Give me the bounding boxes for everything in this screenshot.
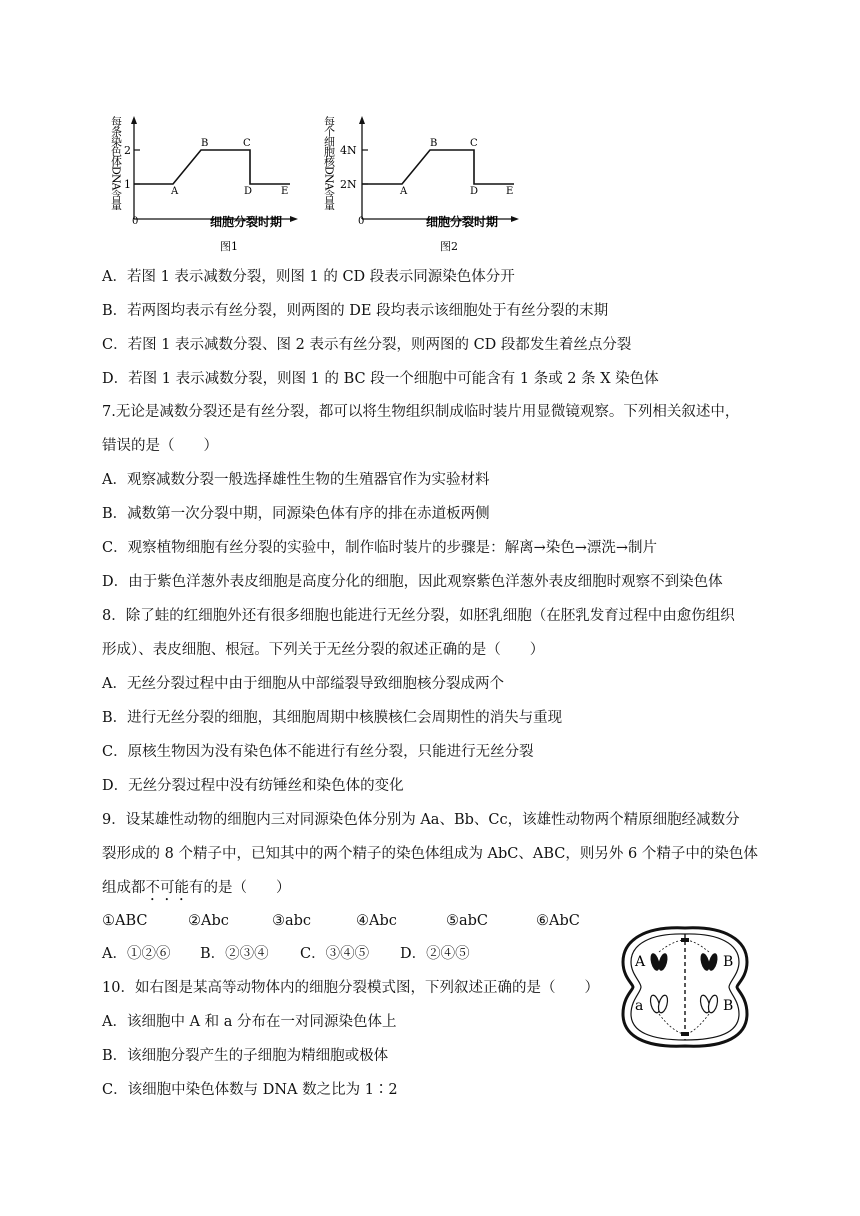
cell-division-figure [615,922,755,1052]
cell-label-b-lower: B [723,998,734,1014]
q7-stem-line-2: 错误的是（ ） [102,438,218,454]
q8-option-b: B．进行无丝分裂的细胞，其细胞周期中核膜核仁会周期性的消失与重现 [102,710,563,726]
fig2-caption: 图2 [440,240,458,253]
fig2-ylabel: 每个细胞核DNA含量 [322,116,336,210]
fig2-origin: 0 [358,216,365,227]
q9-item-2: ②Abc [188,913,229,929]
q9-answer-a: A．①②⑥ [102,946,171,962]
fig1-caption: 图1 [220,240,238,253]
q7-option-b: B．减数第一次分裂中期，同源染色体有序的排在赤道板两侧 [102,506,490,522]
fig1-point-d: D [244,186,253,197]
q9-stem-line-1: 9．设某雄性动物的细胞内三对同源染色体分别为 Aa、Bb、Cc，该雄性动物两个精原细胞经减数分 [102,812,740,828]
q9-item-1: ①ABC [102,913,148,929]
fig1-point-e: E [281,186,289,197]
q9-stem-line-3 [102,879,291,904]
q9-item-3: ③abc [272,913,312,929]
q9-stem-pre: 组成都 [102,880,146,896]
fig1-ylabel: 每条染色体DNA含量 [109,116,123,210]
fig1-point-b: B [201,138,209,149]
fig2-point-d: D [470,186,479,197]
q9-item-6: ⑥AbC [536,913,580,929]
q9-answer-b: B．②③④ [200,946,269,962]
q8-option-a: A．无丝分裂过程中由于细胞从中部缢裂导致细胞核分裂成两个 [102,676,504,692]
q6-option-a: A．若图 1 表示减数分裂，则图 1 的 CD 段表示同源染色体分开 [102,269,515,285]
fig2-point-a: A [400,186,408,197]
fig2-point-e: E [506,186,514,197]
fig2-xlabel: 细胞分裂时期 [426,215,499,229]
fig2-point-c: C [470,138,478,149]
q9-item-5: ⑤abC [446,913,489,929]
q10-option-c: C．该细胞中染色体数与 DNA 数之比为 1∶2 [102,1082,398,1098]
fig2-ytick-4n: 4N [340,144,357,157]
cell-label-a-upper: A [635,954,646,970]
fig1-ytick-2: 2 [124,144,131,157]
fig1-xlabel: 细胞分裂时期 [210,215,283,229]
q7-option-a: A．观察减数分裂一般选择雄性生物的生殖器官作为实验材料 [102,472,490,488]
q6-option-b: B．若两图均表示有丝分裂，则两图的 DE 段均表示该细胞处于有丝分裂的末期 [102,303,609,319]
cell-label-a-lower: a [635,998,644,1014]
fig2-point-b: B [430,138,438,149]
q7-option-d: D．由于紫色洋葱外表皮细胞是高度分化的细胞，因此观察紫色洋葱外表皮细胞时观察不到染色体 [102,574,723,590]
q9-stem-emphasis: 不可能 [145,880,189,896]
q10-option-b: B．该细胞分裂产生的子细胞为精细胞或极体 [102,1048,389,1064]
q7-option-c: C．观察植物细胞有丝分裂的实验中，制作临时装片的步骤是：解离→染色→漂洗→制片 [102,540,658,556]
cell-label-b-upper: B [723,954,734,970]
q9-stem-post: 有的是（ ） [189,880,291,896]
figure-2 [320,112,525,257]
figure-1 [104,112,304,257]
q8-option-d: D．无丝分裂过程中没有纺锤丝和染色体的变化 [102,778,404,794]
q9-item-4: ④Abc [356,913,397,929]
q9-answer-c: C．③④⑤ [300,946,370,962]
q7-stem-line-1: 7.无论是减数分裂还是有丝分裂，都可以将生物组织制成临时装片用显微镜观察。下列相关叙述中， [102,404,740,420]
fig1-ytick-1: 1 [124,178,131,191]
fig1-origin: 0 [132,216,139,227]
q8-stem-line-1: 8．除了蛙的红细胞外还有很多细胞也能进行无丝分裂，如胚乳细胞（在胚乳发育过程中由愈伤组织 [102,608,735,624]
q8-stem-line-2: 形成）、表皮细胞、根冠。下列关于无丝分裂的叙述正确的是（ ） [102,642,545,658]
q10-option-a: A．该细胞中 A 和 a 分布在一对同源染色体上 [102,1014,397,1030]
q8-option-c: C．原核生物因为没有染色体不能进行有丝分裂，只能进行无丝分裂 [102,744,534,760]
q6-option-d: D．若图 1 表示减数分裂，则图 1 的 BC 段一个细胞中可能含有 1 条或 2 条 X 染色体 [102,371,659,387]
fig2-ytick-2n: 2N [340,178,357,191]
q9-stem-line-2: 裂形成的 8 个精子中，已知其中的两个精子的染色体组成为 AbC、ABC，则另外 6 个精子中的染色体 [102,846,758,862]
fig1-point-c: C [243,138,251,149]
q10-stem: 10．如右图是某高等动物体内的细胞分裂模式图，下列叙述正确的是（ ） [102,980,599,996]
q6-option-c: C．若图 1 表示减数分裂、图 2 表示有丝分裂，则两图的 CD 段都发生着丝点分裂 [102,337,632,353]
q9-answer-d: D．②④⑤ [400,946,470,962]
fig1-point-a: A [171,186,179,197]
